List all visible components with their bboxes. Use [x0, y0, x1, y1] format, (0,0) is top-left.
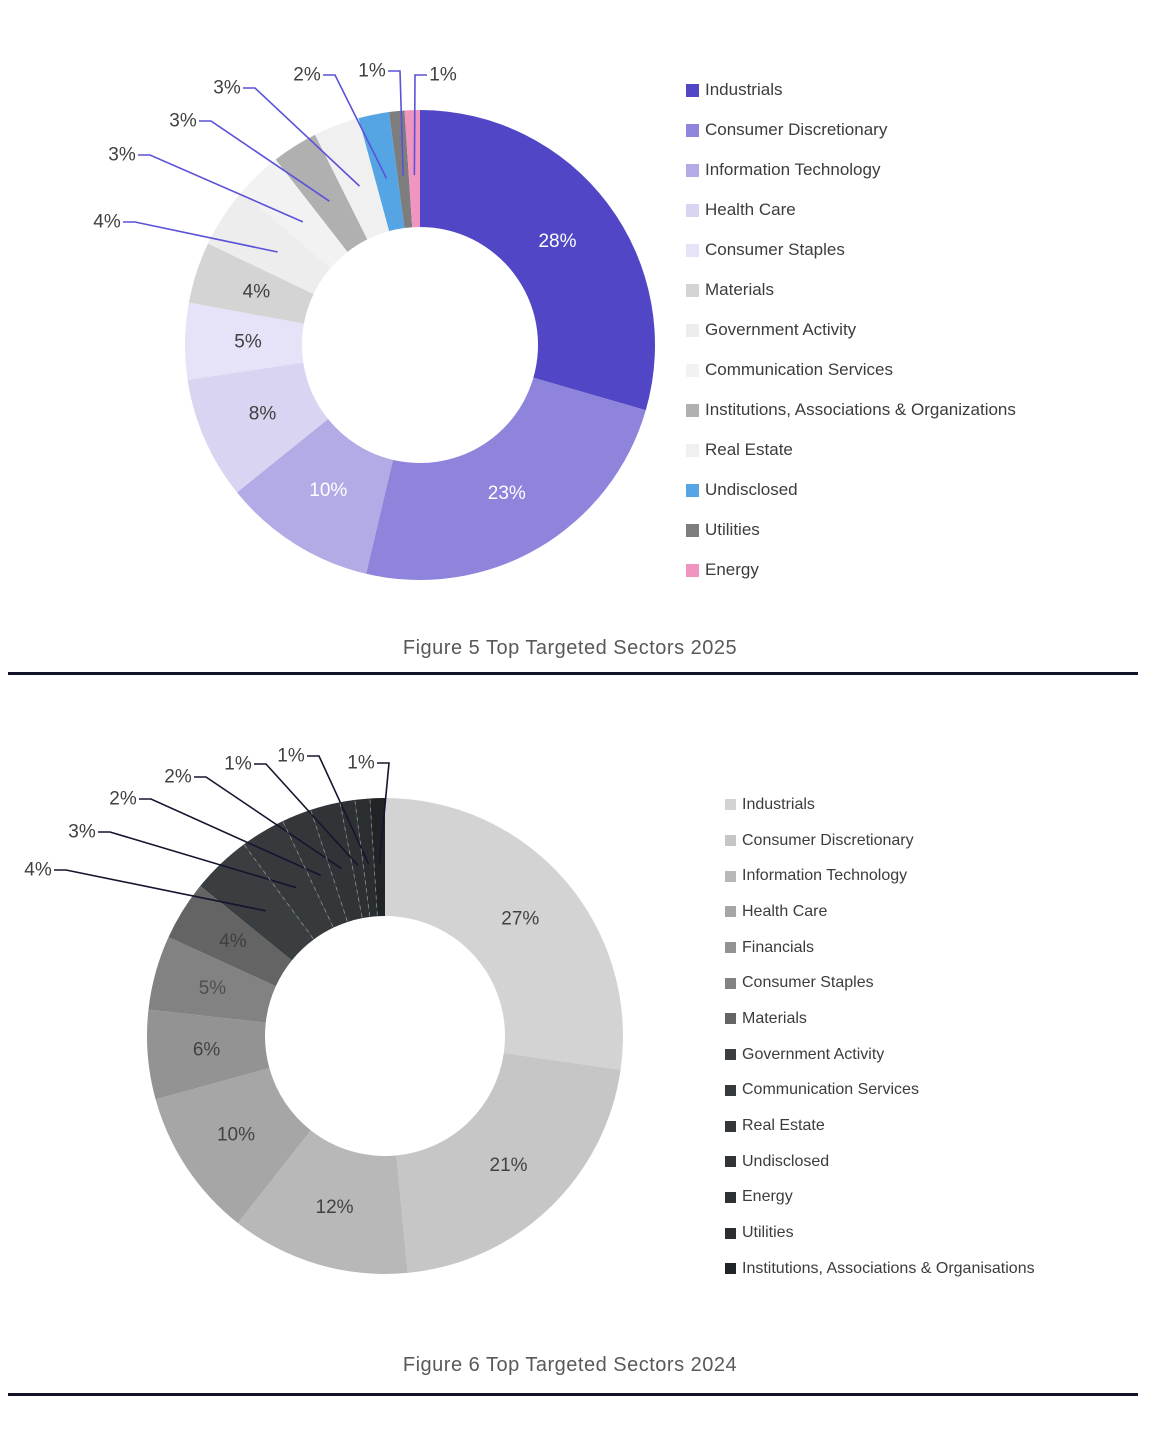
figure-5-section [0, 0, 1160, 678]
figure-6-section [0, 678, 1160, 1436]
legend-item-materials [725, 1001, 1035, 1037]
legend-swatch [686, 404, 699, 417]
legend-item-energy [725, 1180, 1035, 1216]
legend-item-real-estate [686, 430, 1016, 470]
legend-swatch [686, 204, 699, 217]
legend-label: Government Activity [705, 320, 857, 339]
callout-label-real-estate: 2% [109, 788, 137, 810]
legend-label: Industrials [705, 80, 783, 99]
donut-segment-industrials [385, 798, 623, 1070]
segment-label-industrials: 27% [501, 908, 540, 930]
donut-chart-2025 [0, 0, 700, 640]
legend-swatch [686, 124, 699, 137]
segment-label-information-technology: 10% [309, 480, 348, 502]
legend-label: Materials [742, 1009, 807, 1027]
legend-item-communication-services [686, 350, 1016, 390]
donut-chart-2024 [0, 678, 700, 1328]
legend-swatch [686, 244, 699, 257]
figure-caption: Figure 5 Top Targeted Sectors 2025 [402, 637, 738, 659]
legend-label: Health Care [742, 902, 828, 920]
legend-label: Undisclosed [742, 1152, 830, 1170]
legend-label: Health Care [705, 200, 796, 219]
legend-label: Consumer Staples [705, 240, 845, 259]
legend-label: Industrials [742, 795, 815, 813]
legend-swatch [686, 284, 699, 297]
legend-swatch [725, 1156, 736, 1167]
section-divider [8, 1393, 1138, 1396]
callout-label-institutions-associations-organisations: 1% [347, 752, 375, 774]
legend-item-utilities [725, 1215, 1035, 1251]
legend-item-consumer-discretionary [686, 110, 1016, 150]
legend-item-consumer-staples [725, 965, 1035, 1001]
callout-label-communication-services: 3% [68, 821, 96, 843]
legend-swatch [725, 1049, 736, 1060]
legend-swatch [725, 835, 736, 846]
callout-label-utilities: 1% [358, 60, 386, 82]
legend-item-health-care [725, 894, 1035, 930]
legend-swatch [686, 364, 699, 377]
legend-item-consumer-discretionary [725, 823, 1035, 859]
legend-label: Utilities [705, 520, 760, 539]
legend-swatch [686, 484, 699, 497]
segment-label-information-technology: 12% [315, 1197, 354, 1219]
legend-swatch [686, 84, 699, 97]
legend-swatch [686, 524, 699, 537]
segment-label-consumer-staples: 5% [198, 977, 227, 999]
legend-label: Energy [705, 560, 759, 579]
callout-label-undisclosed: 2% [293, 64, 321, 86]
legend-item-financials [725, 930, 1035, 966]
callout-label-institutions-associations-organizations: 3% [169, 110, 197, 132]
legend-2024 [725, 787, 1035, 1287]
legend-swatch [725, 871, 736, 882]
legend-swatch [725, 1228, 736, 1239]
legend-item-undisclosed [686, 470, 1016, 510]
segment-label-consumer-discretionary: 21% [489, 1155, 528, 1177]
legend-label: Institutions, Associations & Organisations [742, 1259, 1035, 1277]
legend-label: Communication Services [705, 360, 894, 379]
legend-item-industrials [686, 70, 1016, 110]
segment-label-consumer-staples: 5% [234, 331, 262, 353]
callout-label-communication-services: 3% [108, 144, 136, 166]
legend-item-utilities [686, 510, 1016, 550]
legend-item-undisclosed [725, 1144, 1035, 1180]
legend-item-information-technology [686, 150, 1016, 190]
legend-item-communication-services [725, 1073, 1035, 1109]
legend-swatch [725, 1263, 736, 1274]
legend-label: Information Technology [742, 867, 908, 885]
segment-label-financials: 6% [192, 1039, 221, 1061]
legend-item-industrials [725, 787, 1035, 823]
figure-caption: Figure 6 Top Targeted Sectors 2024 [402, 1354, 738, 1376]
legend-swatch [686, 564, 699, 577]
legend-swatch [725, 942, 736, 953]
legend-label: Government Activity [742, 1045, 885, 1063]
legend-label: Communication Services [742, 1081, 919, 1099]
callout-label-undisclosed: 2% [164, 766, 192, 788]
legend-item-energy [686, 550, 1016, 590]
legend-swatch [725, 1192, 736, 1203]
legend-label: Real Estate [742, 1117, 825, 1135]
segment-label-industrials: 28% [538, 231, 577, 253]
donut-segment-consumer-discretionary [366, 378, 646, 580]
segment-label-materials: 4% [219, 931, 247, 953]
section-divider [8, 672, 1138, 675]
legend-swatch [686, 444, 699, 457]
legend-item-real-estate [725, 1108, 1035, 1144]
legend-label: Information Technology [705, 160, 881, 179]
legend-swatch [725, 906, 736, 917]
legend-item-consumer-staples [686, 230, 1016, 270]
legend-label: Institutions, Associations & Organizations [705, 400, 1016, 419]
legend-label: Consumer Discretionary [742, 831, 914, 849]
legend-label: Materials [705, 280, 774, 299]
callout-label-utilities: 1% [277, 745, 305, 767]
legend-swatch [725, 1085, 736, 1096]
legend-item-institutions-associations-organizations [686, 390, 1016, 430]
donut-segment-industrials [420, 110, 655, 410]
segment-label-consumer-discretionary: 23% [487, 482, 526, 504]
legend-label: Real Estate [705, 440, 793, 459]
callout-label-government-activity: 4% [93, 211, 121, 233]
segment-label-materials: 4% [242, 281, 271, 303]
legend-label: Undisclosed [705, 480, 798, 499]
legend-label: Consumer Discretionary [705, 120, 888, 139]
callout-label-energy: 1% [224, 753, 252, 775]
callout-label-energy: 1% [429, 64, 457, 86]
legend-swatch [725, 978, 736, 989]
segment-label-health-care: 8% [248, 403, 277, 425]
callout-label-real-estate: 3% [213, 77, 241, 99]
segment-label-health-care: 10% [216, 1124, 255, 1146]
legend-swatch [725, 1013, 736, 1024]
legend-swatch [686, 324, 699, 337]
legend-swatch [686, 164, 699, 177]
callout-label-government-activity: 4% [24, 859, 52, 881]
legend-item-institutions-associations-organisations [725, 1251, 1035, 1287]
legend-item-government-activity [686, 310, 1016, 350]
legend-swatch [725, 799, 736, 810]
legend-label: Utilities [742, 1224, 794, 1242]
legend-item-materials [686, 270, 1016, 310]
legend-swatch [725, 1121, 736, 1132]
legend-item-health-care [686, 190, 1016, 230]
legend-item-information-technology [725, 858, 1035, 894]
legend-item-government-activity [725, 1037, 1035, 1073]
legend-label: Energy [742, 1188, 793, 1206]
legend-label: Consumer Staples [742, 974, 874, 992]
legend-label: Financials [742, 938, 815, 956]
legend-2025 [686, 70, 1016, 590]
